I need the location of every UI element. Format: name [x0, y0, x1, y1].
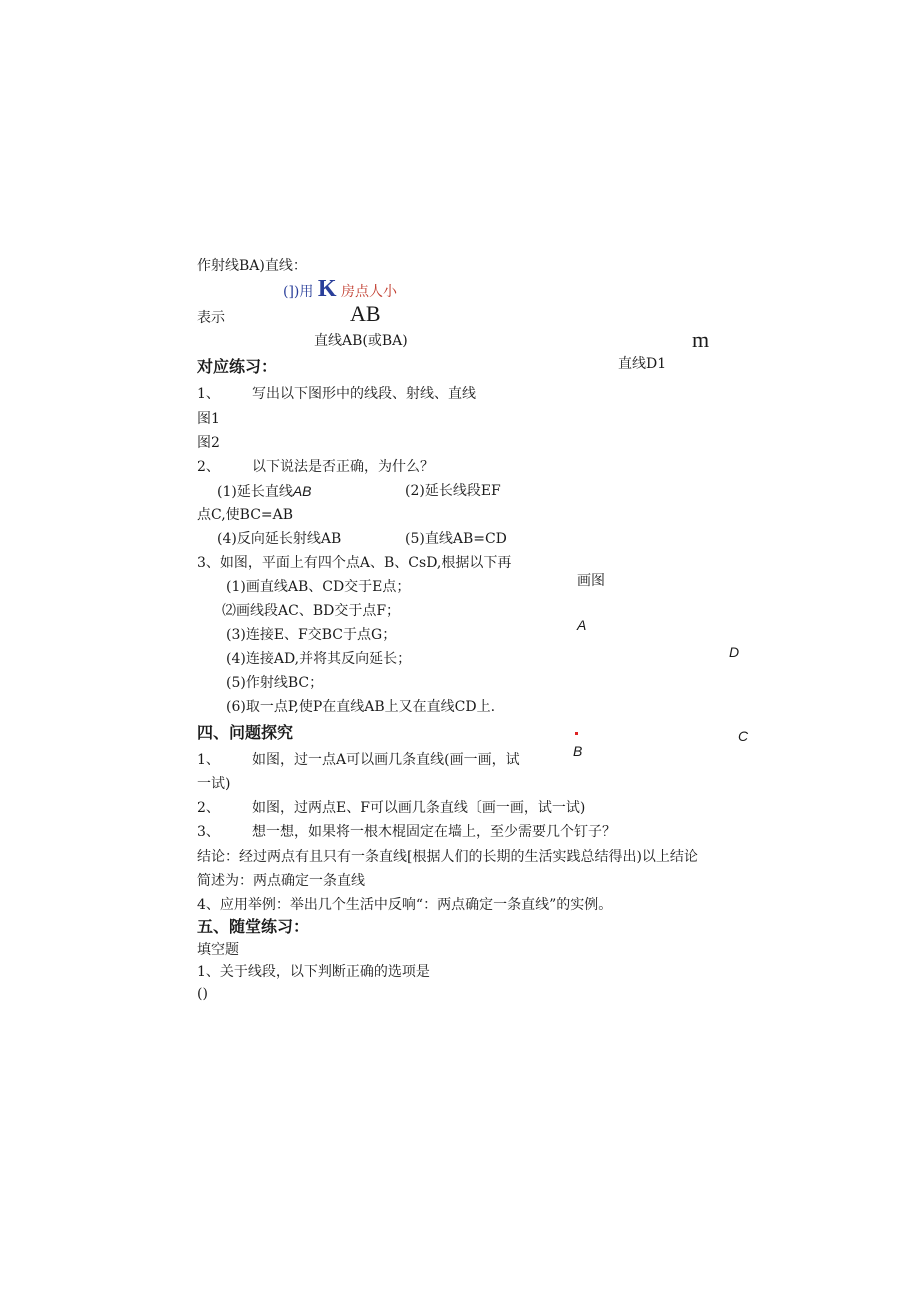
figure-1-label: 图1 — [197, 411, 220, 427]
q1-number: 1、 — [197, 386, 220, 402]
point-c-label: C — [738, 728, 749, 744]
q3-step-6: (6)取一点P,使P在直线AB上又在直线CD上. — [226, 699, 496, 715]
q2-number: 2、 — [197, 459, 220, 475]
q3-step-1: (1)画直线AB、CD交于E点； — [226, 579, 411, 595]
s4-q2-number: 2、 — [197, 800, 220, 816]
text-represent: 表示 — [197, 310, 225, 326]
s4-q1-number: 1、 — [197, 752, 220, 768]
q2-text: 以下说法是否正确，为什么？ — [252, 459, 434, 475]
text-notation — [283, 276, 397, 302]
s4-q4-text: 4、应用举例：举出几个生活中反响“：两点确定一条直线”的实例。 — [197, 897, 613, 913]
q2-item-5: (5)直线AB=CD — [405, 531, 507, 547]
text-line-d1: 直线D1 — [618, 356, 667, 372]
conclusion-line-1: 结论：经过两点有且只有一条直线[根据人们的长期的生活实践总结得出)以上结论 — [197, 849, 698, 865]
q2-item-1 — [217, 482, 312, 501]
q3-step-2: ⑵画线段AC、BD交于点F； — [222, 603, 401, 619]
heading-practice: 对应练习： — [197, 357, 278, 376]
q3-step-3: (3)连接E、F交BC于点G； — [226, 627, 397, 643]
text-line-ab: 直线AB(或BA) — [314, 333, 408, 349]
notation-suffix: 房点人小 — [340, 284, 397, 300]
text-ray-line: 作射线BA)直线： — [197, 258, 307, 274]
figure-2-label: 图2 — [197, 435, 220, 451]
conclusion-line-2: 简述为：两点确定一条直线 — [197, 873, 365, 889]
p1-answer-paren: () — [197, 986, 208, 1002]
s4-q3-number: 3、 — [197, 824, 220, 840]
q3-text: 3、如图，平面上有四个点A、B、CsD,根据以下再 — [197, 555, 512, 571]
q2-item-2: (2)延长线段EF — [405, 483, 501, 499]
q2-item-4: (4)反向延长射线AB — [217, 531, 342, 547]
s4-q1-cont: 一试) — [197, 776, 231, 792]
heading-section-5: 五、随堂练习： — [197, 917, 310, 936]
point-d-label: D — [729, 644, 740, 660]
q3-step-4: (4)连接AD,并将其反向延长； — [226, 651, 412, 667]
label-m: m — [692, 327, 710, 352]
q2-item-1-ab: AB — [292, 483, 312, 499]
label-ab-large: AB — [350, 301, 381, 326]
text-draw: 画图 — [577, 573, 605, 589]
point-a-label: A — [577, 617, 587, 633]
point-b-label: B — [573, 743, 583, 759]
q1-text: 写出以下图形中的线段、射线、直线 — [252, 386, 476, 402]
notation-prefix: (])用 — [283, 284, 314, 300]
q3-step-5: (5)作射线BC； — [226, 675, 324, 691]
q2-item-3: 点C,使BC=AB — [197, 507, 294, 523]
letter-k: K — [317, 276, 337, 302]
point-b-marker — [575, 732, 578, 735]
s4-q2-text: 如图，过两点E、F可以画几条直线〔画一画，试一试) — [252, 800, 586, 816]
text-fill-blank: 填空题 — [197, 942, 239, 958]
s4-q3-text: 想一想，如果将一根木棍固定在墙上，至少需要几个钉子？ — [252, 824, 616, 840]
q2-item-1-text: (1)延长直线 — [217, 484, 293, 500]
s4-q1-text: 如图，过一点A可以画几条直线(画一画，试 — [252, 752, 520, 768]
p1-text: 1、关于线段，以下判断正确的选项是 — [197, 964, 430, 980]
heading-section-4: 四、问题探究 — [197, 723, 294, 742]
